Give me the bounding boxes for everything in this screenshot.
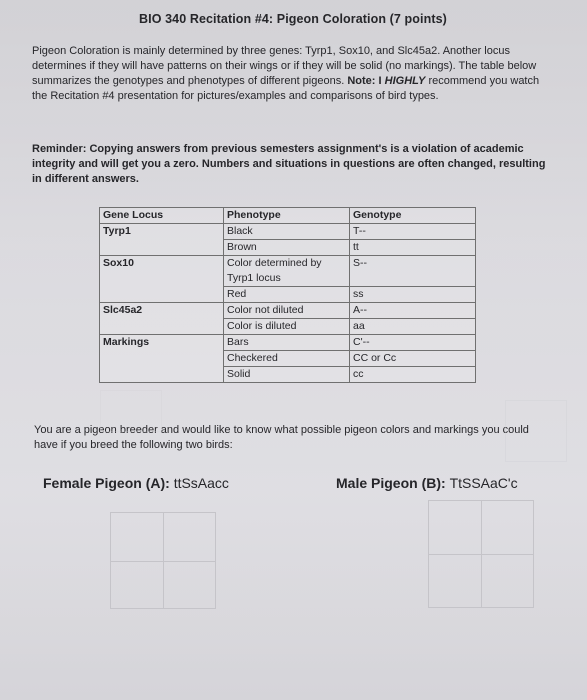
phenotype-cell: Color not diluted xyxy=(224,303,350,319)
genotype-phenotype-table xyxy=(99,207,476,383)
female-pigeon-label: Female Pigeon (A): xyxy=(43,475,170,491)
gene-locus-cell: Markings xyxy=(100,335,224,383)
table-row xyxy=(100,303,476,319)
phenotype-cell: Checkered xyxy=(224,351,350,367)
table-header-row xyxy=(100,208,476,224)
reminder-paragraph: Reminder: Copying answers from previous semesters assignment's is a violation of academic integrity and will get you a zero. Numbers and situations in questions are often changed, resulting in different answers. xyxy=(32,143,546,185)
intro-text: Pigeon Coloration is mainly determined by three genes: Tyrp1, Sox10, and Slc45a2. Another locus determines if they will have patterns on their wings or if they will be solid (no markings). The table below summarizes the genotypes and phenotypes of different pigeons. xyxy=(32,45,537,87)
gene-locus-cell: Tyrp1 xyxy=(100,224,224,256)
male-punnett-box xyxy=(428,500,534,608)
female-punnett-box xyxy=(110,512,216,609)
genotype-cell: T-- xyxy=(350,224,476,240)
male-pigeon-label: Male Pigeon (B): xyxy=(336,475,446,491)
genotype-cell: cc xyxy=(350,367,476,383)
note-label: Note: I xyxy=(347,75,382,87)
intro-text-continued: recommend you watch the Recitation #4 presentation for pictures/examples and comparisons of bird types. xyxy=(32,75,540,102)
table-row xyxy=(100,335,476,351)
phenotype-cell: Color is diluted xyxy=(224,319,350,335)
phenotype-cell: Color determined by Tyrp1 locus xyxy=(224,256,350,287)
header-genotype: Genotype xyxy=(350,208,476,224)
female-pigeon-genotype: ttSsAacc xyxy=(173,475,229,491)
intro-paragraph xyxy=(32,44,557,104)
grid-line xyxy=(163,513,164,608)
table-row xyxy=(100,256,476,287)
genotype-cell: ss xyxy=(350,287,476,303)
genotype-cell: A-- xyxy=(350,303,476,319)
bleed-through-box xyxy=(505,400,567,462)
table-row xyxy=(100,224,476,240)
highly-emphasis: HIGHLY xyxy=(384,75,426,87)
grid-line xyxy=(481,501,482,607)
genotype-cell: S-- xyxy=(350,256,476,287)
phenotype-cell: Solid xyxy=(224,367,350,383)
question-paragraph: You are a pigeon breeder and would like to know what possible pigeon colors and markings you could have if you breed the following two birds: xyxy=(34,424,529,451)
genotype-cell: CC or Cc xyxy=(350,351,476,367)
phenotype-cell: Black xyxy=(224,224,350,240)
gene-locus-cell: Sox10 xyxy=(100,256,224,303)
gene-locus-cell: Slc45a2 xyxy=(100,303,224,335)
genotype-cell: aa xyxy=(350,319,476,335)
genotype-cell: C'-- xyxy=(350,335,476,351)
male-pigeon-line xyxy=(336,475,518,491)
genotype-cell: tt xyxy=(350,240,476,256)
male-pigeon-genotype: TtSSAaC'c xyxy=(449,475,518,491)
phenotype-cell: Brown xyxy=(224,240,350,256)
header-phenotype: Phenotype xyxy=(224,208,350,224)
bleed-through-box xyxy=(100,390,162,432)
page-title: BIO 340 Recitation #4: Pigeon Coloration (7 points) xyxy=(139,12,447,26)
header-gene-locus: Gene Locus xyxy=(100,208,224,224)
phenotype-cell: Bars xyxy=(224,335,350,351)
phenotype-cell: Red xyxy=(224,287,350,303)
female-pigeon-line xyxy=(43,475,229,491)
